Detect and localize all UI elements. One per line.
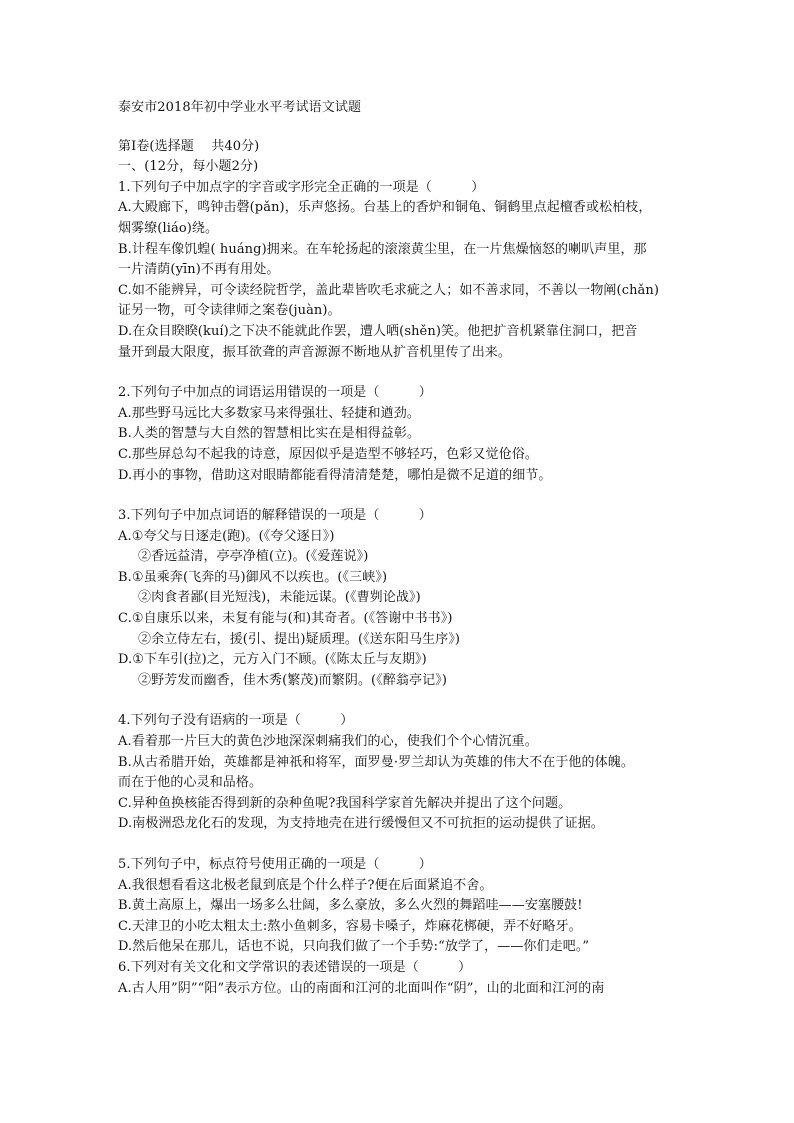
option-c: C.①自康乐以来，未复有能与(和)其奇者。(《答谢中书书》) xyxy=(118,611,453,627)
option-b: B.计程车像饥蝗( huáng)拥来。在车轮扬起的滚滚黄尘里，在一片焦燥恼怒的喇叭声里，那 xyxy=(118,241,647,257)
question-2 xyxy=(118,383,686,486)
option-b: B.从古希腊开始，英雄都是神祇和将军，面罗曼·罗兰却认为英雄的伟大不在于他的体魄。 xyxy=(118,754,634,770)
option-a: A.①夸父与日逐走(跑)。(《夸父逐日》) xyxy=(118,528,335,544)
option-d: D.在众目睽睽(kuí)之下决不能就此作罢，遭人哂(shěn)笑。他把扩音机紧靠住洞口，把音 xyxy=(118,323,638,339)
option-b: B.人类的智慧与大自然的智慧相比实在是相得益彰。 xyxy=(118,426,421,442)
option-a: A.古人用”阴”“阳”表示方位。山的南面和江河的北面叫作“阴”，山的北面和江河的南 xyxy=(118,980,605,996)
option-b-cont: 一片清荫(yīn)不再有用处。 xyxy=(118,262,280,278)
option-d-sub: ②野芳发而幽香，佳木秀(繁茂)而繁阴。(《醉翁亭记》) xyxy=(138,672,447,688)
option-a: A.大殿廊下，鸣钟击磬(pǎn)，乐声悠扬。台基上的香炉和铜龟、铜鹤里点起檀香或松柏枝， xyxy=(118,200,652,216)
option-a: A.我很想看看这北极老鼠到底是个什么样子?便在后面紧追不舍。 xyxy=(118,877,493,893)
option-c-cont: 证另一物，可令读律师之案卷(juàn)。 xyxy=(118,303,341,319)
option-c-sub: ②余立侍左右，援(引、提出)疑质理。(《送东阳马生序》) xyxy=(138,631,461,647)
exam-page xyxy=(118,98,686,999)
page-title: 泰安市2018年初中学业水平考试语文试题 xyxy=(118,100,362,115)
question-1 xyxy=(118,178,686,363)
question-6 xyxy=(118,958,686,999)
option-a: A.看着那一片巨大的黄色沙地深深刺痛我们的心，使我们个个心情沉重。 xyxy=(118,734,538,750)
option-d: D.南极洲恐龙化石的发现，为支持地壳在进行缓慢但又不可抗拒的运动提供了证据。 xyxy=(118,816,604,832)
question-4 xyxy=(118,711,686,835)
question-stem: 2.下列句子中加点的词语运用错误的一项是（ ） xyxy=(118,385,432,401)
question-stem: 6.下列对有关文化和文学常识的表述错误的一项是（ ） xyxy=(118,959,472,975)
option-d: D.①下车引(拉)之，元方入门不顾。(《陈太丘与友期》) xyxy=(118,652,427,668)
option-a-cont: 烟雾缭(liáo)绕。 xyxy=(118,220,219,236)
option-a: A.那些野马远比大多数家马来得强壮、轻捷和遒劲。 xyxy=(118,405,420,421)
option-c: C.异种鱼换核能否得到新的杂种鱼呢?我国科学家首先解决并提出了这个问题。 xyxy=(118,795,572,811)
option-c: C.那些屏总勾不起我的诗意，原因似乎是造型不够轻巧，色彩又觉伧俗。 xyxy=(118,446,538,462)
question-stem: 1.下列句子中加点字的字音或字形完全正确的一项是（ ） xyxy=(118,179,485,195)
option-d: D.然后他呆在那儿，话也不说，只向我们做了一个手势:“放学了，——你们走吧。” xyxy=(118,939,590,955)
option-b-cont: 而在于他的心灵和品格。 xyxy=(118,775,263,791)
option-d: D.再小的事物，借助这对眼睛都能看得清清楚楚，哪怕是微不足道的细节。 xyxy=(118,467,552,483)
section-heading: 第Ⅰ卷(选择题 共40分) xyxy=(118,138,260,154)
option-b: B.①虽乘奔(飞奔的马)御风不以疾也。(《三峡》) xyxy=(118,569,388,585)
option-a-sub: ②香远益清，亭亭净植(立)。(《爱莲说》) xyxy=(138,549,369,565)
option-c: C.如不能辨异，可令读经院哲学，盖此辈皆吹毛求疵之人；如不善求同，不善以一物阐(chǎn) xyxy=(118,282,660,298)
option-b-sub: ②肉食者鄙(目光短浅)，未能远谋。(《曹刿论战》) xyxy=(138,590,421,606)
question-stem: 4.下列句子没有语病的一项是（ ） xyxy=(118,713,354,729)
question-3 xyxy=(118,506,686,691)
option-c: C.天津卫的小吃太粗太土:熬小鱼刺多，容易卡嗓子，炸麻花梆硬，弄不好略牙。 xyxy=(118,918,582,934)
part-header: 一、(12分，每小题2分) xyxy=(118,159,259,175)
question-5 xyxy=(118,855,686,958)
question-stem: 5.下列句子中，标点符号使用正确的一项是（ ） xyxy=(118,857,432,872)
option-d-cont: 量开到最大限度，振耳欲聋的声音源源不断地从扩音机里传了出来。 xyxy=(118,344,512,360)
question-stem: 3.下列句子中加点词语的解释错误的一项是（ ） xyxy=(118,508,432,524)
option-b: B.黄土高原上，爆出一场多么壮阔，多么豪放，多么火烈的舞蹈哇——安塞腰鼓! xyxy=(118,898,583,914)
